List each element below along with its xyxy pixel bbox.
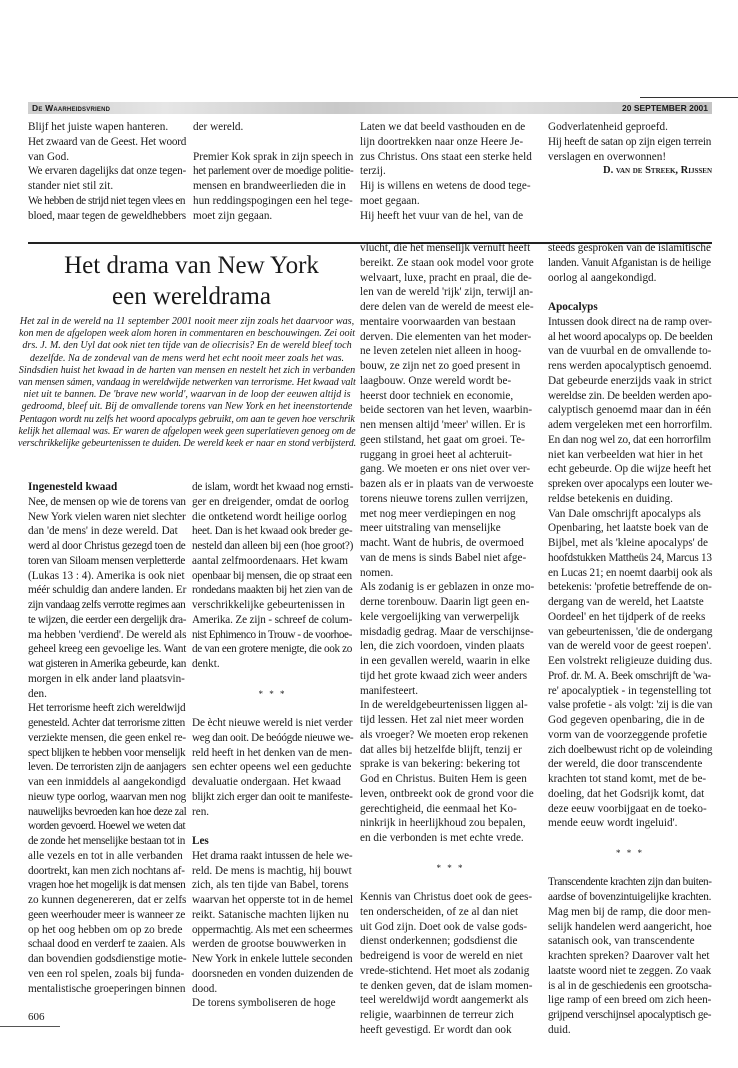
text-line: ren. bbox=[192, 805, 210, 818]
intro-line: dezelfde. Na de zondeval van de mens werd het echt nooit meer zoals het was. bbox=[29, 352, 345, 364]
text-line: adem vergeleken met een horrorfilm. bbox=[548, 419, 713, 431]
text-line: wereldse zin. De beelden werden apo- bbox=[548, 389, 712, 402]
text-line: bereikt. Ze staan ook model voor grote bbox=[360, 256, 534, 269]
text-line: spect blijken te hebben voor menselijk bbox=[28, 746, 186, 759]
text-line: moet zijn gegaan. bbox=[193, 209, 273, 222]
text-line: rens werden apocalyptisch genoemd. bbox=[548, 360, 712, 372]
text-line: oorlog al aangekondigd. bbox=[548, 271, 657, 284]
text-line: geen weerhouder meer is wanneer ze bbox=[28, 908, 186, 921]
text-line: len, die zich voordoen, vinden plaats bbox=[360, 640, 525, 653]
text-line: vorm van de voorzeggende profetie bbox=[548, 728, 708, 741]
article-intro bbox=[18, 316, 356, 450]
text-line: alle vezels en tot in alle verbanden bbox=[28, 849, 183, 862]
text-line: Openbaring, het laatste boek van de bbox=[548, 522, 709, 535]
text-line: die ontketend wordt heilige oorlog bbox=[192, 510, 347, 523]
text-line: de islam, wordt het kwaad nog ernsti- bbox=[192, 481, 354, 493]
text-line: betekenis: 'profetie betreffende de on- bbox=[548, 581, 712, 594]
text-line: ger en dreigender, omdat de oorlog bbox=[192, 495, 349, 508]
text-line: genesteld. Achter dat terrorisme zitten bbox=[28, 717, 185, 729]
text-line: sen echter opeens wel een geduchte bbox=[192, 761, 352, 774]
text-line: de zonde het menselijke bestaan tot in bbox=[28, 835, 185, 847]
text-line: mentalistische groeperingen binnen bbox=[28, 982, 186, 995]
text-line: Laten we dat beeld vasthouden en de bbox=[360, 121, 526, 133]
text-line: dan 'de mens' in deze wereld. Dat bbox=[28, 525, 178, 538]
text-line: doeling, dat het Godsrijk komt, dat bbox=[548, 787, 705, 800]
text-line: Hij heeft het vuur van de hel, van de bbox=[360, 209, 524, 222]
blank-line bbox=[360, 846, 541, 861]
text-line: macht. Want de hubris, de overmoed bbox=[360, 537, 524, 549]
text-line: oppermachtig. Als met een scheermes bbox=[192, 923, 353, 936]
article-column-1 bbox=[28, 480, 186, 996]
text-line: teel wereldwijd wordt aangemerkt als bbox=[360, 994, 529, 1007]
text-line: van gebeurtenissen, 'die de ondergang bbox=[548, 625, 713, 638]
text-line: heerst door techniek en economie, bbox=[360, 389, 514, 402]
section-heading: Ingenesteld kwaad bbox=[28, 481, 118, 493]
text-line: misdadig gedrag. Maar de verschijnse- bbox=[360, 625, 534, 638]
text-line: zich, als ten tijde van Babel, torens bbox=[192, 879, 349, 892]
text-line: welvaart, luxe, pracht en praal, die de- bbox=[360, 271, 532, 284]
text-line: deze eeuw voorbijgaat en de toeko- bbox=[548, 802, 707, 815]
text-line: duid. bbox=[548, 1023, 571, 1036]
text-line: tijd lessen. Het zal niet meer worden bbox=[360, 714, 524, 726]
text-line: denkt. bbox=[192, 658, 220, 670]
text-line: Prof. dr. M. A. Beek omschrijft de 'wa- bbox=[548, 669, 711, 682]
text-line: heeft gevestigd. Er wordt dan ook bbox=[360, 1023, 512, 1036]
text-line: Van Dale omschrijft apocalyps als bbox=[548, 507, 701, 520]
running-header bbox=[28, 102, 712, 114]
text-line: werden de grootse bouwwerken in bbox=[192, 938, 347, 951]
text-line: zich doelbewust richt op de voleinding bbox=[548, 743, 713, 756]
text-line: uit God zijn. Doet ook de valse gods- bbox=[360, 920, 528, 933]
author-signature: D. van de Streek, Rijssen bbox=[603, 165, 712, 177]
text-line: ruggang in groei heet al achteruit- bbox=[360, 448, 512, 461]
text-line: méér schuldig dan andere landen. Er bbox=[28, 584, 187, 597]
article-title bbox=[28, 250, 355, 312]
text-line: wat gisteren in Amerika gebeurde, kan bbox=[28, 658, 186, 670]
text-line: vragen hoe het mogelijk is dat mensen bbox=[28, 879, 186, 892]
page-number: 606 bbox=[28, 1011, 45, 1023]
text-line: religie, waarbinnen de terreur zich bbox=[360, 1009, 514, 1021]
intro-line: Het zal in de wereld na 11 september 2001 nooit meer zijn zoals het daarvoor was, bbox=[19, 316, 355, 327]
text-line: Blijf het juiste wapen hanteren. bbox=[28, 121, 169, 133]
text-line: Bijbel, met als 'kleine apocalyps' de bbox=[548, 537, 708, 549]
text-line: calyptisch genoemd maar dan in één bbox=[548, 404, 712, 417]
text-line: beide sectoren van het leven, waarbin- bbox=[360, 404, 533, 417]
text-line: Dat gebeurde enerzijds vaak in strict bbox=[548, 374, 712, 387]
section-heading: Apocalyps bbox=[548, 301, 598, 313]
text-line: valse profetie - als volgt: 'zij is die van bbox=[548, 699, 713, 712]
text-line: en Lucas 21; en noemt daarbij ook als bbox=[548, 566, 713, 579]
letter-column-4 bbox=[548, 120, 712, 179]
top-rule bbox=[640, 97, 738, 98]
blank-line bbox=[192, 672, 353, 687]
text-line: echt gebeurde. Op die wijze heeft het bbox=[548, 463, 712, 476]
text-line: nieuw type oorlog, waarvan men nog bbox=[28, 790, 187, 803]
text-line: stander niet stil zit. bbox=[28, 180, 114, 192]
text-line: bazen als er in plaats van de verwoeste bbox=[360, 478, 534, 490]
text-line: dan bovendien godsdienstige motie- bbox=[28, 953, 187, 965]
text-line: dere delen van de wereld de meest ele- bbox=[360, 301, 534, 313]
text-line: dood. bbox=[192, 982, 218, 995]
blank-line bbox=[548, 285, 712, 300]
text-line: Transcendente krachten zijn dan buiten- bbox=[548, 876, 712, 889]
text-line: bedreigend is voor de wereld en niet bbox=[360, 950, 523, 962]
text-line: niet kan verbeelden wat hier in het bbox=[548, 448, 703, 461]
text-line: God gegeven openbaring, die in de bbox=[548, 714, 705, 726]
text-line: krachten tot stand komt, met de be- bbox=[548, 773, 707, 785]
text-line: spreken over apocalyps een louter we- bbox=[548, 478, 713, 490]
text-line: Premier Kok sprak in zijn speech in bbox=[193, 150, 354, 163]
publication-name: De Waarheidsvriend bbox=[32, 103, 111, 113]
text-line: lige ramp of een breed om zich heen- bbox=[548, 994, 712, 1007]
text-line: re' apocalyptiek - in tegenstelling tot bbox=[548, 684, 712, 697]
text-line: werd al door Christus gezegd toen de bbox=[28, 540, 186, 552]
text-line: met nog meer verdiepingen en nog bbox=[360, 507, 516, 520]
text-line: van God. bbox=[28, 150, 70, 163]
intro-line: Sindsdien huist het kwaad in de harten van mensen en nestelt het zich in verbanden bbox=[18, 364, 356, 376]
text-line: (Lukas 13 : 4). Amerika is ook niet bbox=[28, 569, 185, 582]
text-line: hoofdstukken Mattheüs 24, Marcus 13 bbox=[548, 551, 712, 564]
text-line: De torens symboliseren de hoge bbox=[192, 997, 336, 1010]
text-line: mende eeuw wordt ingeluid'. bbox=[548, 817, 678, 830]
text-line: dienst onderkennen; godsdienst die bbox=[360, 935, 518, 948]
intro-line: kelijk het allemaal was. Er waren de afgelopen week geen superlatieven genoeg om de bbox=[18, 425, 356, 437]
text-line: van een inmiddels al aangekondigd bbox=[28, 776, 186, 788]
text-line: reld heeft in het denken van de men- bbox=[192, 746, 353, 759]
intro-line: van mensen sámen, vandaag in wereldwijde netwerken van terrorisme. Het kwaad valt bbox=[18, 377, 356, 389]
blank-line bbox=[192, 701, 353, 716]
text-line: heet. Dan is het kwaad ook breder ge- bbox=[192, 525, 353, 538]
section-heading: Les bbox=[192, 835, 209, 847]
text-line: Kennis van Christus doet ook de gees- bbox=[360, 891, 533, 903]
text-line: nen mensen altijd 'meer' willen. Er is bbox=[360, 419, 526, 431]
text-line: Mag men bij de ramp, die door men- bbox=[548, 905, 711, 918]
text-line: Godverlatenheid geproefd. bbox=[548, 121, 668, 133]
text-line: ven een rol spelen, zoals bij funda- bbox=[28, 967, 185, 980]
text-line: laatste woord niet te zeggen. Zo vaak bbox=[548, 964, 712, 977]
text-line: vlucht, die het menselijk vernuft heeft bbox=[360, 242, 531, 254]
text-line: de van een grotere menigte, die ook zo bbox=[192, 643, 353, 656]
intro-line: gedroomd, bleef uit. Bij de omvallende torens van New York en het ineenstortende bbox=[21, 401, 353, 413]
text-line: New York in enkele luttele seconden bbox=[192, 953, 353, 965]
text-line: geen stilstand, het gaat om groei. Te- bbox=[360, 433, 525, 446]
text-line: leven, ontbreekt ook de grond voor die bbox=[360, 787, 534, 800]
blank-line bbox=[548, 861, 712, 876]
text-line: leven. De terroristen zijn de aanjagers bbox=[28, 761, 186, 774]
text-line: der wereld. bbox=[193, 121, 244, 133]
text-line: New York vielen waren niet slechter bbox=[28, 510, 186, 523]
text-line: lijn doortrekken naar onze Heere Je- bbox=[360, 135, 524, 148]
text-line: moet gegaan. bbox=[360, 194, 420, 207]
text-line: steeds gesproken van de islamitische bbox=[548, 242, 711, 254]
text-line: zo kunnen degenereren, dat er zelfs bbox=[28, 894, 187, 906]
text-line: nesteld dan alleen bij een (hoe groot?) bbox=[192, 540, 354, 552]
text-line: als vroeger? We moeten erop rekenen bbox=[360, 728, 529, 741]
text-line: doortrekt, kan men zich nochtans af- bbox=[28, 864, 185, 877]
text-line: ne leven zetelen niet alleen in hoog- bbox=[360, 345, 522, 358]
text-line: is al in de geschiedenis een grootscha- bbox=[548, 979, 712, 992]
text-line: dergang van de wereld, het Laatste bbox=[548, 596, 704, 608]
text-line: den. bbox=[28, 687, 47, 700]
text-line: gerechtigheid, die eenmaal het Ko- bbox=[360, 802, 517, 815]
title-line: Het drama van New York bbox=[64, 252, 319, 279]
section-break-stars: * * * bbox=[436, 862, 465, 873]
text-line: zus Christus. Ons staat een sterke held bbox=[360, 150, 532, 163]
text-line: en die verbonden is met echte vrede. bbox=[360, 832, 524, 844]
text-line: aantal zelfmoordenaars. Het kwam bbox=[192, 554, 348, 567]
text-line: verziekte mensen, die geen enkel re- bbox=[28, 731, 186, 744]
text-line: sprake is van bekering: bekering tot bbox=[360, 758, 520, 771]
text-line: En dan nog wel zo, dat een horrorfilm bbox=[548, 433, 711, 446]
text-line: len van de wereld 'rijk' zijn, terwijl an- bbox=[360, 286, 534, 299]
text-line: dat alles bij hetzelfde blijft, tenzij er bbox=[360, 743, 522, 756]
intro-line: verschrikkelijke gebeurtenissen te duiden. De wereld keek er naar en stond verbijsterd. bbox=[18, 438, 356, 450]
text-line: al het woord apocalyps op. De beelden bbox=[548, 330, 713, 343]
text-line: terzij. bbox=[360, 165, 386, 178]
text-line: zijn vandaag zelfs verrotte regimes aan bbox=[28, 599, 186, 611]
text-line: geheel kreeg een gevoelige les. Want bbox=[28, 643, 187, 656]
text-line: grijpend verschijnsel apocalyptisch ge- bbox=[548, 1009, 712, 1021]
blank-line bbox=[360, 875, 541, 890]
text-line: ninkrijk in heerlijkhoud zou bepalen, bbox=[360, 817, 526, 830]
text-line: gang. We moeten er ons niet over ver- bbox=[360, 463, 531, 476]
text-line: Het zwaard van de Geest. Het woord bbox=[28, 135, 187, 148]
text-line: verslagen en overwonnen! bbox=[548, 150, 667, 163]
text-line: openbaar bij mensen, die op straat een bbox=[192, 569, 352, 582]
issue-date: 20 SEPTEMBER 2001 bbox=[622, 103, 708, 113]
text-line: kele vergoelijking van verwerpelijk bbox=[360, 610, 520, 623]
text-line: landen. Vanuit Afganistan is de heilige bbox=[548, 256, 711, 269]
text-line: Als zodanig is er geblazen in onze mo- bbox=[360, 581, 535, 594]
text-line: reldse betekenis en duiding. bbox=[548, 492, 673, 505]
text-line: te wijzen, die eerder een dergelijk dra- bbox=[28, 613, 187, 626]
intro-line: Pentagon wordt nu zelfs het woord apocalyps gebruikt, om aan te geven hoe verschrik bbox=[19, 413, 355, 425]
blank-line bbox=[193, 135, 353, 150]
text-line: van de mens is sinds Babel niet afge- bbox=[360, 551, 527, 564]
section-break-stars: * * * bbox=[616, 847, 644, 858]
text-line: manifesteert. bbox=[360, 684, 419, 697]
text-line: worden gevoerd. Hoewel we weten dat bbox=[28, 820, 186, 833]
blank-line bbox=[192, 819, 353, 834]
text-line: bloed, maar tegen de geweldhebbers bbox=[28, 209, 186, 222]
text-line: torens nieuwe torens zullen verrijzen, bbox=[360, 492, 529, 505]
text-line: reld. De mens is machtig, hij bouwt bbox=[192, 864, 352, 877]
intro-line: drs. J. M. den Uyl dat ook niet ten tijde van de oliecrisis? En de wereld bleef toch bbox=[22, 340, 352, 352]
text-line: doorsneden en vonden duizenden de bbox=[192, 967, 354, 980]
text-line: laagbouw. Onze wereld wordt be- bbox=[360, 374, 512, 387]
text-line: ma hebben 'verdiend'. De wereld als bbox=[28, 628, 187, 641]
text-line: aardse of bovenzintuigelijke krachten. bbox=[548, 891, 712, 903]
page-number-rule bbox=[0, 1026, 60, 1027]
text-line: satanisch ook, van transcendente bbox=[548, 935, 695, 948]
text-line: weg dan ooit. De beóógde nieuwe we- bbox=[192, 731, 354, 744]
text-line: Oordeel' en het tijdperk of de reeks bbox=[548, 610, 706, 623]
text-line: op het oog hebben om op zo brede bbox=[28, 923, 183, 936]
article-column-4 bbox=[548, 241, 712, 1038]
text-line: tijd het grote kwaad zich weer anders bbox=[360, 669, 528, 682]
text-line: waarvan het opperste tot in de hemel bbox=[192, 894, 354, 906]
text-line: Nee, de mensen op wie de torens van bbox=[28, 495, 186, 508]
text-line: nauwelijks bevroeden kan hoe deze zal bbox=[28, 805, 187, 818]
text-line: God en Christus. Buiten Hem is geen bbox=[360, 773, 527, 785]
text-line: selijk handelen werd aangericht, hoe bbox=[548, 920, 712, 933]
text-line: meer uitstraling van menselijke bbox=[360, 522, 501, 535]
text-line: Het drama raakt intussen de hele we- bbox=[192, 849, 353, 862]
article-column-2 bbox=[192, 480, 353, 1011]
text-line: te denken geven, dat de islam momen- bbox=[360, 979, 533, 992]
text-line: Het terrorisme heeft zich wereldwijd bbox=[28, 702, 186, 715]
text-line: derne torenbouw. Daarin ligt geen en- bbox=[360, 596, 530, 608]
letter-column-1 bbox=[28, 120, 186, 223]
text-line: Intussen dook direct na de ramp over- bbox=[548, 315, 712, 328]
text-line: blijkt zich erger dan ooit te manifeste- bbox=[192, 790, 353, 803]
text-line: vrede-stichtend. Het moet als zodanig bbox=[360, 964, 530, 977]
text-line: nomen. bbox=[360, 566, 394, 579]
text-line: reikt. Satanische machten lijken nu bbox=[192, 908, 349, 921]
blank-line bbox=[548, 831, 712, 846]
text-line: In de wereldgebeurtenissen liggen al- bbox=[360, 699, 528, 712]
text-line: der wereld, die door transcendente bbox=[548, 758, 703, 771]
text-line: devaluatie ondergaan. Het kwaad bbox=[192, 776, 341, 788]
text-line: schaal dood en verderf te zaaien. Als bbox=[28, 938, 185, 951]
intro-line: niet uit te bannen. De 'brave new world', waarvan in de loop der eeuwen altijd is bbox=[23, 389, 351, 401]
text-line: in een gevallen wereld, waarin in elke bbox=[360, 655, 530, 667]
article-column-3 bbox=[360, 241, 541, 1038]
text-line: het parlement over de moedige politie- bbox=[193, 165, 354, 178]
title-line: een wereldrama bbox=[112, 283, 271, 310]
text-line: derven. Die elementen van het moder- bbox=[360, 330, 532, 343]
text-line: van de wereld voor de geest roepen'. bbox=[548, 640, 712, 653]
text-line: We ervaren dagelijks dat onze tegen- bbox=[28, 165, 187, 178]
text-line: We hebben de strijd niet tegen vlees en bbox=[28, 194, 186, 207]
text-line: Hij heeft de satan op zijn eigen terrein bbox=[548, 135, 712, 148]
text-line: Amerika. Ze zijn - schreef de colum- bbox=[192, 613, 353, 626]
text-line: krachten spreken? Daarover valt het bbox=[548, 950, 710, 962]
text-line: rondedans maakten bij het zien van de bbox=[192, 584, 353, 597]
text-line: hun reddingspogingen een hel tege- bbox=[193, 194, 353, 207]
text-line: Een volstrekt religieuze duiding dus. bbox=[548, 655, 713, 667]
letter-column-3 bbox=[360, 120, 541, 223]
letter-column-2 bbox=[193, 120, 353, 223]
text-line: De ècht nieuwe wereld is niet verder bbox=[192, 717, 353, 729]
text-line: nist Ephimenco in Trouw - de voorhoe- bbox=[192, 628, 352, 641]
text-line: verschrikkelijke gebeurtenissen in bbox=[192, 599, 345, 611]
intro-line: kon men de afgelopen week alom horen in commentaren en beschouwingen. Zei ooit bbox=[19, 328, 355, 340]
text-line: mentaire voorwaarden van bestaan bbox=[360, 315, 516, 328]
text-line: bouw, ze zijn net zo goed present in bbox=[360, 360, 521, 372]
text-line: toren van Siloam mensen verpletterde bbox=[28, 554, 186, 567]
text-line: Hij is willens en wetens de dood tege- bbox=[360, 180, 531, 192]
section-break-stars: * * * bbox=[258, 688, 287, 699]
text-line: morgen in elk ander land plaatsvin- bbox=[28, 672, 185, 685]
text-line: van de vuurbal en de omvallende to- bbox=[548, 345, 712, 358]
text-line: ten onderscheiden, of ze al dan niet bbox=[360, 905, 519, 918]
text-line: mensen en brandweerlieden die in bbox=[193, 180, 346, 192]
